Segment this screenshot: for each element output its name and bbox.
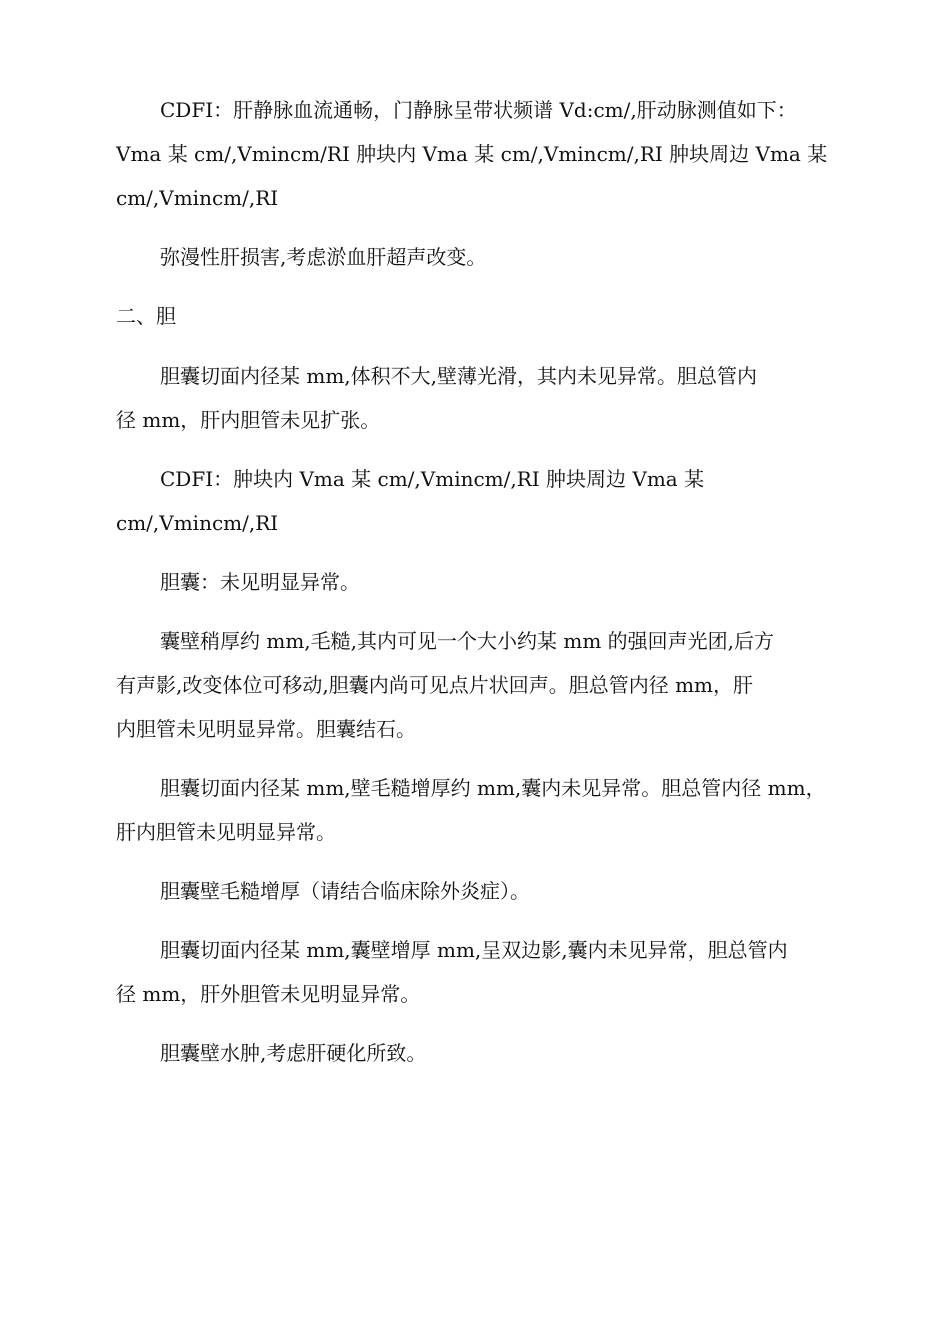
text-line: Vma 某 cm/,Vmincm/RI 肿块内 Vma 某 cm/,Vmincm/,RI 肿块周边 Vma 某 (116, 142, 828, 166)
text-line: 囊壁稍厚约 mm,毛糙,其内可见一个大小约某 mm 的强回声光团,后方 (160, 629, 775, 653)
paragraph-gallbladder-normal (116, 354, 856, 442)
paragraph-gallbladder-conclusion (116, 560, 856, 604)
paragraph-wall-thickening-conclusion (116, 869, 856, 913)
paragraph-liver-conclusion (116, 235, 856, 279)
text-line: 胆囊壁水肿,考虑肝硬化所致。 (160, 1041, 427, 1065)
text-line: 胆囊切面内径某 mm,体积不大,壁薄光滑，其内未见异常。胆总管内 (160, 364, 758, 388)
text-line: 弥漫性肝损害,考虑淤血肝超声改变。 (160, 245, 487, 269)
paragraph-cdfi-mass (116, 457, 856, 545)
paragraph-gallstone (116, 619, 856, 751)
text-line: 径 mm，肝外胆管未见明显异常。 (116, 982, 421, 1006)
paragraph-wall-thickening (116, 766, 856, 854)
text-line: 胆囊切面内径某 mm,囊壁增厚 mm,呈双边影,囊内未见异常，胆总管内 (160, 938, 788, 962)
text-line: cm/,Vmincm/,RI (116, 186, 279, 210)
text-line: 径 mm，肝内胆管未见扩张。 (116, 408, 381, 432)
section-heading: 二、胆 (116, 304, 176, 328)
text-line: 胆囊：未见明显异常。 (160, 570, 360, 594)
text-line: cm/,Vmincm/,RI (116, 511, 279, 535)
paragraph-double-wall (116, 928, 856, 1016)
text-line: 胆囊壁毛糙增厚（请结合临床除外炎症）。 (160, 879, 530, 903)
paragraph-edema-conclusion (116, 1031, 856, 1075)
text-line: 胆囊切面内径某 mm,壁毛糙增厚约 mm,囊内未见异常。胆总管内径 mm， (160, 776, 826, 800)
text-line: CDFI：肿块内 Vma 某 cm/,Vmincm/,RI 肿块周边 Vma 某 (160, 467, 705, 491)
text-line: 内胆管未见明显异常。胆囊结石。 (116, 717, 416, 741)
text-line: 肝内胆管未见明显异常。 (116, 820, 336, 844)
text-line: 有声影,改变体位可移动,胆囊内尚可见点片状回声。胆总管内径 mm，肝 (116, 673, 754, 697)
paragraph-cdfi-liver (116, 88, 856, 220)
text-line: CDFI：肝静脉血流通畅，门静脉呈带状频谱 Vd:cm/,肝动脉测值如下： (160, 98, 797, 122)
section-heading-gallbladder (116, 294, 856, 338)
